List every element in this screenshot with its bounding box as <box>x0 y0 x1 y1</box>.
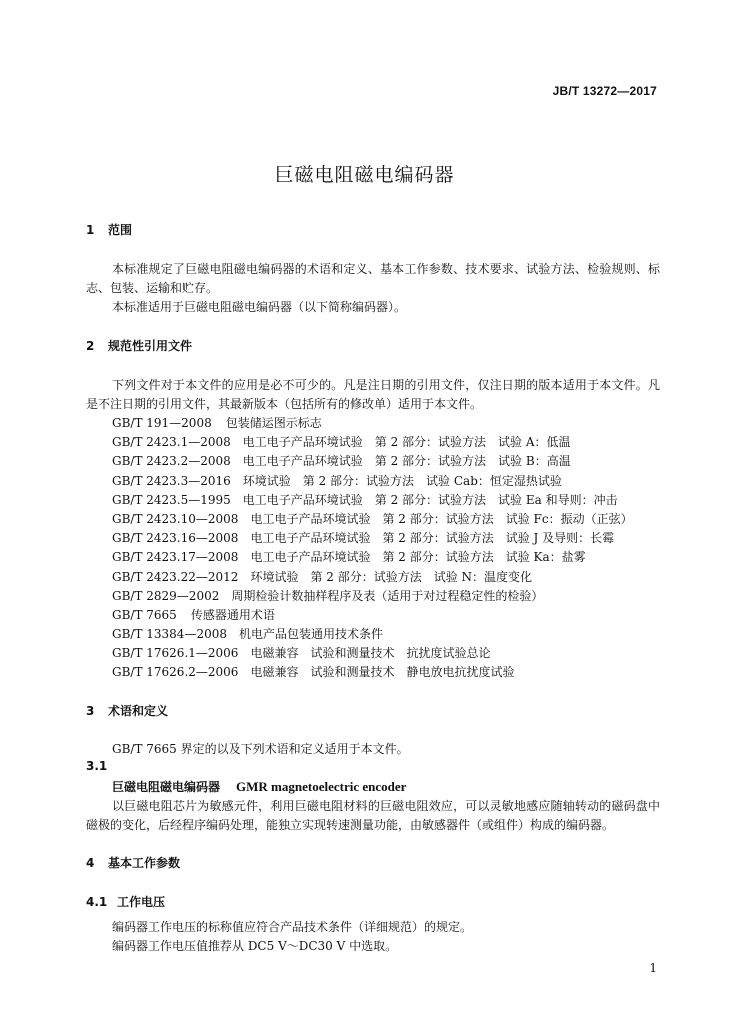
reference-code: GB/T 2423.10—2008 <box>112 511 239 526</box>
standard-number: JB/T 13272—2017 <box>552 84 657 98</box>
reference-title: 电工电子产品环境试验 第 2 部分：试验方法 试验 Ka：盐雾 <box>250 550 586 565</box>
reference-code: GB/T 2423.16—2008 <box>112 531 239 546</box>
reference-title: 环境试验 第 2 部分：试验方法 试验 Cab：恒定湿热试验 <box>242 473 562 488</box>
reference-item <box>112 663 633 682</box>
section-3-intro: GB/T 7665 界定的以及下列术语和定义适用于本文件。 <box>112 742 409 756</box>
term-definition: 以巨磁电阻芯片为敏感元件，利用巨磁电阻材料的巨磁电阻效应，可以灵敏地感应随轴转动的磁码盘中磁极的变化，后经程序编码处理，能独立实现转速测量功能，由敏感器件（或组件）构成的编码器。 <box>86 799 660 832</box>
section-1-paragraph-2: 本标准适用于巨磁电阻磁电编码器（以下简称编码器）。 <box>112 300 407 314</box>
reference-code: GB/T 2423.22—2012 <box>112 569 239 584</box>
reference-title: 电工电子产品环境试验 第 2 部分：试验方法 试验 Ea 和导则：冲击 <box>242 492 618 507</box>
reference-title: 电工电子产品环境试验 第 2 部分：试验方法 试验 Fc：振动（正弦） <box>250 511 633 526</box>
reference-title: 传感器通用术语 <box>190 607 275 622</box>
reference-code: GB/T 17626.1—2006 <box>112 646 239 661</box>
reference-item <box>112 491 633 510</box>
reference-item <box>112 568 633 587</box>
reference-title: 周期检验计数抽样程序及表（适用于对过程稳定性的检验） <box>231 588 544 603</box>
reference-title: 机电产品包装通用技术条件 <box>238 627 383 642</box>
reference-item <box>112 587 633 606</box>
reference-code: GB/T 2423.2—2008 <box>112 454 231 469</box>
section-4-1-paragraph-2: 编码器工作电压值推荐从 DC5 V～DC30 V 中选取。 <box>112 939 398 953</box>
section-2-heading <box>86 337 192 354</box>
reference-title: 电工电子产品环境试验 第 2 部分：试验方法 试验 B：高温 <box>242 454 571 469</box>
reference-item <box>112 433 633 452</box>
reference-title: 电工电子产品环境试验 第 2 部分：试验方法 试验 J 及导则：长霉 <box>250 531 615 546</box>
reference-item <box>112 529 633 548</box>
term-entry <box>112 778 406 795</box>
reference-item <box>112 606 633 625</box>
reference-title: 电工电子产品环境试验 第 2 部分：试验方法 试验 A：低温 <box>242 435 571 450</box>
reference-code: GB/T 2423.3—2016 <box>112 473 231 488</box>
reference-item <box>112 548 633 567</box>
reference-title: 电磁兼容 试验和测量技术 抗扰度试验总论 <box>250 646 491 661</box>
reference-title: 电磁兼容 试验和测量技术 静电放电抗扰度试验 <box>250 665 515 680</box>
reference-item <box>112 452 633 471</box>
section-title: 术语和定义 <box>108 704 169 718</box>
reference-item <box>112 644 633 663</box>
page-number: 1 <box>649 961 657 975</box>
section-2-intro: 下列文件对于本文件的应用是必不可少的。凡是注日期的引用文件，仅注日期的版本适用于本文件。凡是不注日期的引用文件，其最新版本（包括所有的修改单）适用于本文件。 <box>86 378 660 411</box>
reference-code: GB/T 2423.1—2008 <box>112 435 231 450</box>
reference-title: 环境试验 第 2 部分：试验方法 试验 N：温度变化 <box>250 569 533 584</box>
reference-code: GB/T 2423.5—1995 <box>112 492 231 507</box>
clause-number: 3.1 <box>86 759 108 773</box>
reference-item <box>112 510 633 529</box>
section-3-heading <box>86 702 168 719</box>
subsection-4-1-heading <box>86 893 165 910</box>
section-4-heading <box>86 854 180 871</box>
section-4-1-paragraph-1: 编码器工作电压的标称值应符合产品技术条件（详细规范）的规定。 <box>112 920 473 934</box>
section-number: 4 <box>86 856 95 870</box>
section-title: 规范性引用文件 <box>108 339 193 353</box>
reference-title: 包装储运图示标志 <box>225 416 322 430</box>
section-1-paragraph-1: 本标准规定了巨磁电阻磁电编码器的术语和定义、基本工作参数、技术要求、试验方法、检验规则、标志、包装、运输和贮存。 <box>86 262 660 295</box>
reference-list <box>112 414 633 683</box>
reference-code: GB/T 13384—2008 <box>112 627 227 642</box>
reference-code: GB/T 2423.17—2008 <box>112 550 239 565</box>
subsection-number: 4.1 <box>86 895 108 909</box>
section-number: 1 <box>86 223 95 237</box>
section-title: 基本工作参数 <box>108 856 181 870</box>
reference-code: GB/T 17626.2—2006 <box>112 665 239 680</box>
reference-code: GB/T 2829—2002 <box>112 588 220 603</box>
reference-item <box>112 414 633 433</box>
document-title: 巨磁电阻磁电编码器 <box>274 164 455 186</box>
reference-code: GB/T 7665 <box>112 607 177 622</box>
section-number: 3 <box>86 704 95 718</box>
section-number: 2 <box>86 339 95 353</box>
reference-item <box>112 625 633 644</box>
reference-code: GB/T 191—2008 <box>112 416 212 430</box>
reference-item <box>112 472 633 491</box>
term-chinese: 巨磁电阻磁电编码器 <box>112 780 221 794</box>
section-title: 范围 <box>108 223 133 237</box>
subsection-title: 工作电压 <box>117 895 166 909</box>
section-1-heading <box>86 221 132 238</box>
term-english: GMR magnetoelectric encoder <box>236 779 407 794</box>
